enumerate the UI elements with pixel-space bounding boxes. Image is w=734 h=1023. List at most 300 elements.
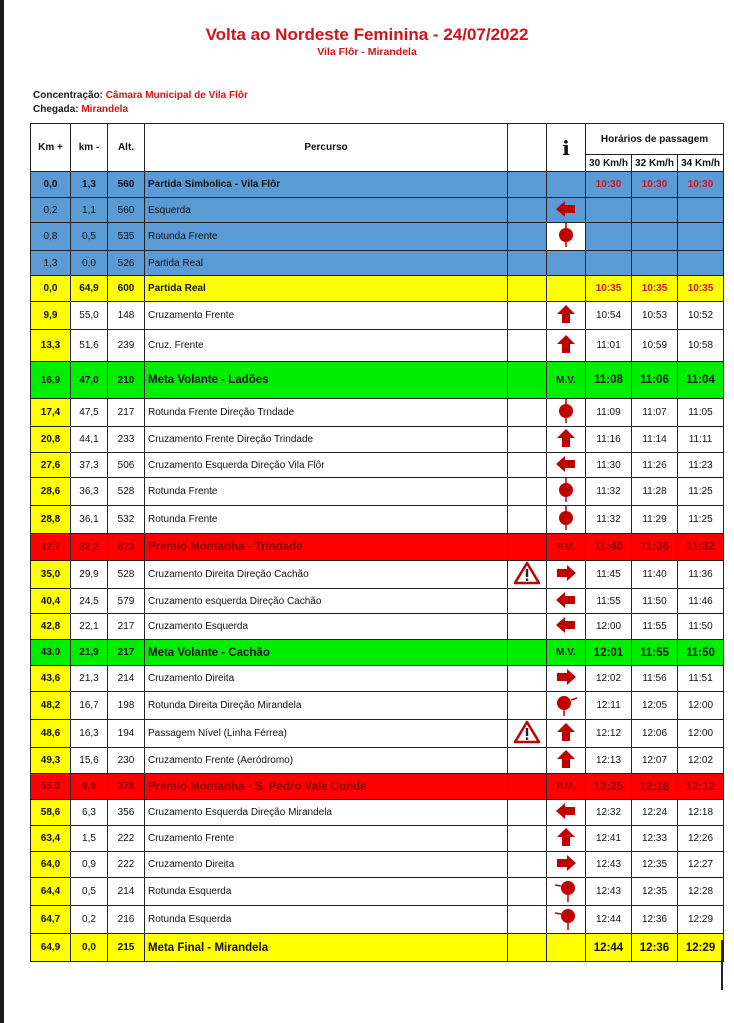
page-title: Volta ao Nordeste Feminina - 24/07/2022 <box>205 25 529 44</box>
percurso-cell: Meta Final - Mirandela <box>145 934 508 962</box>
direction-cell <box>547 223 586 251</box>
time-32-cell: 12:24 <box>632 800 678 826</box>
warning-cell <box>508 399 547 427</box>
time-30-cell <box>586 223 632 251</box>
km-plus-cell: 13,3 <box>31 330 71 362</box>
direction-cell <box>547 399 586 427</box>
concentracao-line <box>33 90 248 101</box>
time-34-cell: 11:25 <box>678 478 724 506</box>
percurso-cell: Esquerda <box>145 198 508 223</box>
arrow-left-icon <box>556 617 576 636</box>
info-icon <box>547 124 586 172</box>
time-30-cell: 12:41 <box>586 826 632 852</box>
alt-cell: 214 <box>108 666 145 692</box>
chegada-value: Mirandela <box>81 104 129 115</box>
time-30-cell: 11:45 <box>586 561 632 589</box>
direction-cell <box>547 453 586 478</box>
time-30-cell: 11:32 <box>586 506 632 534</box>
chegada-line <box>33 104 128 115</box>
time-30-cell: 10:35 <box>586 276 632 302</box>
warning-cell <box>508 330 547 362</box>
km-minus-cell: 51,6 <box>71 330 108 362</box>
km-minus-cell: 64,9 <box>71 276 108 302</box>
warning-cell <box>508 906 547 934</box>
km-minus-cell: 44,1 <box>71 427 108 453</box>
alt-cell: 230 <box>108 748 145 774</box>
km-minus-cell: 9,9 <box>71 774 108 800</box>
alt-cell: 198 <box>108 692 145 720</box>
table-row <box>31 774 724 800</box>
time-34-cell: 11:50 <box>678 640 724 666</box>
time-34-cell: 11:25 <box>678 506 724 534</box>
page-subtitle: Vila Flôr - Mirandela <box>317 46 417 58</box>
arrow-right-icon <box>556 669 576 688</box>
time-34-cell: 11:32 <box>678 534 724 561</box>
km-plus-cell: 32,7 <box>31 534 71 561</box>
arrow-up-icon <box>557 723 575 744</box>
time-32-cell: 12:33 <box>632 826 678 852</box>
alt-cell: 222 <box>108 852 145 878</box>
info-icon-glyph: i <box>562 135 570 160</box>
time-32-cell: 10:53 <box>632 302 678 330</box>
direction-cell <box>547 692 586 720</box>
time-30-cell: 11:55 <box>586 589 632 614</box>
warning-cell <box>508 172 547 198</box>
time-32-cell: 12:06 <box>632 720 678 748</box>
percurso-cell: Rotunda Frente Direção Trndade <box>145 399 508 427</box>
km-plus-cell: 20,8 <box>31 427 71 453</box>
km-plus-cell: 64,0 <box>31 852 71 878</box>
time-34-cell: 11:05 <box>678 399 724 427</box>
table-row <box>31 826 724 852</box>
percurso-cell: Cruzamento Direita Direção Cachão <box>145 561 508 589</box>
direction-cell <box>547 800 586 826</box>
km-plus-cell: 48,2 <box>31 692 71 720</box>
warning-cell <box>508 692 547 720</box>
arrow-left-icon <box>556 592 576 611</box>
time-32-cell: 11:40 <box>632 561 678 589</box>
route-table <box>30 123 724 962</box>
km-plus-cell: 9,9 <box>31 302 71 330</box>
km-plus-cell: 42,8 <box>31 614 71 640</box>
time-34-cell: 12:02 <box>678 748 724 774</box>
km-minus-cell: 16,3 <box>71 720 108 748</box>
time-32-cell: 11:56 <box>632 666 678 692</box>
warning-cell <box>508 640 547 666</box>
km-minus-cell: 36,1 <box>71 506 108 534</box>
arrow-up-icon <box>557 750 575 771</box>
time-32-cell: 10:59 <box>632 330 678 362</box>
table-row <box>31 800 724 826</box>
percurso-cell: Cruzamento esquerda Direção Cachão <box>145 589 508 614</box>
warning-cell <box>508 878 547 906</box>
table-row <box>31 399 724 427</box>
arrow-up-icon <box>557 335 575 356</box>
direction-cell <box>547 774 586 800</box>
col-speed-30: 30 Km/h <box>586 155 632 172</box>
time-30-cell: 12:43 <box>586 852 632 878</box>
warning-cell <box>508 800 547 826</box>
km-plus-cell: 28,8 <box>31 506 71 534</box>
percurso-cell: Cruzamento Frente Direção Trindade <box>145 427 508 453</box>
time-30-cell: 12:01 <box>586 640 632 666</box>
direction-cell <box>547 614 586 640</box>
km-minus-cell: 1,1 <box>71 198 108 223</box>
direction-cell <box>547 302 586 330</box>
direction-cell <box>547 934 586 962</box>
chegada-label: Chegada: <box>33 104 79 115</box>
time-34-cell: 12:00 <box>678 720 724 748</box>
direction-cell <box>547 878 586 906</box>
time-30-cell: 11:40 <box>586 534 632 561</box>
alt-cell: 217 <box>108 640 145 666</box>
arrow-left-icon <box>556 456 576 475</box>
km-plus-cell: 1,3 <box>31 251 71 276</box>
table-row <box>31 172 724 198</box>
percurso-cell: Cruzamento Frente <box>145 302 508 330</box>
table-row <box>31 614 724 640</box>
time-32-cell <box>632 223 678 251</box>
col-warning <box>508 124 547 172</box>
alt-cell: 535 <box>108 223 145 251</box>
time-32-cell: 11:36 <box>632 534 678 561</box>
km-minus-cell: 0,5 <box>71 223 108 251</box>
time-32-cell: 12:07 <box>632 748 678 774</box>
km-minus-cell: 21,3 <box>71 666 108 692</box>
col-speed-34: 34 Km/h <box>678 155 724 172</box>
table-row <box>31 251 724 276</box>
direction-cell <box>547 534 586 561</box>
left-edge-bar <box>0 0 4 1023</box>
percurso-cell: Partida Simbolica - Vila Flôr <box>145 172 508 198</box>
time-32-cell: 11:55 <box>632 640 678 666</box>
roundabout-left-icon <box>554 878 578 905</box>
time-30-cell: 11:16 <box>586 427 632 453</box>
km-minus-cell: 6,3 <box>71 800 108 826</box>
alt-cell: 506 <box>108 453 145 478</box>
warning-cell <box>508 614 547 640</box>
percurso-cell: Rotunda Esquerda <box>145 906 508 934</box>
km-plus-cell: 64,7 <box>31 906 71 934</box>
table-row <box>31 720 724 748</box>
time-32-cell: 11:14 <box>632 427 678 453</box>
alt-cell: 194 <box>108 720 145 748</box>
km-plus-cell: 40,4 <box>31 589 71 614</box>
warning-cell <box>508 561 547 589</box>
warning-cell <box>508 852 547 878</box>
time-30-cell: 12:11 <box>586 692 632 720</box>
table-row <box>31 561 724 589</box>
time-30-cell <box>586 251 632 276</box>
table-row <box>31 934 724 962</box>
roundabout-straight-icon <box>557 506 575 533</box>
table-row <box>31 878 724 906</box>
warning-cell <box>508 589 547 614</box>
direction-cell <box>547 906 586 934</box>
col-horarios: Horários de passagem <box>586 124 724 155</box>
time-32-cell: 11:50 <box>632 589 678 614</box>
alt-cell: 378 <box>108 774 145 800</box>
km-minus-cell: 1,3 <box>71 172 108 198</box>
percurso-cell: Rotunda Esquerda <box>145 878 508 906</box>
checkpoint-label: M.V. <box>556 647 576 658</box>
time-34-cell: 12:18 <box>678 800 724 826</box>
time-30-cell: 10:54 <box>586 302 632 330</box>
direction-cell <box>547 826 586 852</box>
time-34-cell <box>678 251 724 276</box>
km-plus-cell: 43,0 <box>31 640 71 666</box>
time-34-cell: 12:00 <box>678 692 724 720</box>
table-row <box>31 223 724 251</box>
warning-cell <box>508 427 547 453</box>
warning-cell <box>508 506 547 534</box>
table-row <box>31 478 724 506</box>
alt-cell: 214 <box>108 878 145 906</box>
km-plus-cell: 49,3 <box>31 748 71 774</box>
table-row <box>31 852 724 878</box>
warning-cell <box>508 720 547 748</box>
arrow-right-icon <box>556 565 576 584</box>
warning-cell <box>508 534 547 561</box>
km-minus-cell: 0,5 <box>71 878 108 906</box>
warning-cell <box>508 302 547 330</box>
percurso-cell: Cruzamento Esquerda Direção Mirandela <box>145 800 508 826</box>
direction-cell <box>547 478 586 506</box>
km-minus-cell: 24,5 <box>71 589 108 614</box>
km-plus-cell: 64,4 <box>31 878 71 906</box>
table-row <box>31 302 724 330</box>
alt-cell: 526 <box>108 251 145 276</box>
time-32-cell: 11:28 <box>632 478 678 506</box>
time-32-cell: 11:26 <box>632 453 678 478</box>
time-32-cell: 11:06 <box>632 362 678 399</box>
checkpoint-label: P.M. <box>556 781 576 792</box>
km-minus-cell: 1,5 <box>71 826 108 852</box>
time-34-cell <box>678 223 724 251</box>
checkpoint-label: P.M. <box>556 541 576 553</box>
col-speed-32: 32 Km/h <box>632 155 678 172</box>
table-row <box>31 692 724 720</box>
warning-icon <box>513 720 541 747</box>
col-alt: Alt. <box>108 124 145 172</box>
table-row <box>31 198 724 223</box>
alt-cell: 673 <box>108 534 145 561</box>
time-30-cell: 12:00 <box>586 614 632 640</box>
alt-cell: 560 <box>108 198 145 223</box>
direction-cell <box>547 172 586 198</box>
time-32-cell: 11:07 <box>632 399 678 427</box>
km-plus-cell: 35,0 <box>31 561 71 589</box>
percurso-cell: Cruz. Frente <box>145 330 508 362</box>
direction-cell <box>547 666 586 692</box>
time-34-cell: 12:27 <box>678 852 724 878</box>
direction-cell <box>547 640 586 666</box>
direction-cell <box>547 720 586 748</box>
table-row <box>31 534 724 561</box>
roundabout-right-icon <box>554 692 578 719</box>
time-32-cell: 11:55 <box>632 614 678 640</box>
alt-cell: 356 <box>108 800 145 826</box>
roundabout-left-icon <box>554 906 578 933</box>
percurso-cell: Rotunda Frente <box>145 506 508 534</box>
percurso-cell: Cruzamento Esquerda Direção Vila Flôr <box>145 453 508 478</box>
km-minus-cell: 0,0 <box>71 251 108 276</box>
time-34-cell: 12:12 <box>678 774 724 800</box>
concentracao-label: Concentração: <box>33 90 104 101</box>
km-minus-cell: 29,9 <box>71 561 108 589</box>
direction-cell <box>547 198 586 223</box>
alt-cell: 528 <box>108 478 145 506</box>
route-table-body <box>31 172 724 962</box>
direction-cell <box>547 276 586 302</box>
direction-cell <box>547 589 586 614</box>
table-right-border-tail <box>721 940 723 990</box>
alt-cell: 148 <box>108 302 145 330</box>
percurso-cell: Prémio Montanha - S. Pedro Vale Conde <box>145 774 508 800</box>
table-row <box>31 906 724 934</box>
table-row <box>31 276 724 302</box>
time-30-cell: 11:01 <box>586 330 632 362</box>
table-row <box>31 640 724 666</box>
percurso-cell: Partida Real <box>145 251 508 276</box>
alt-cell: 233 <box>108 427 145 453</box>
direction-cell <box>547 852 586 878</box>
time-32-cell: 12:05 <box>632 692 678 720</box>
percurso-cell: Cruzamento Esquerda <box>145 614 508 640</box>
km-plus-cell: 55,0 <box>31 774 71 800</box>
time-30-cell: 12:44 <box>586 934 632 962</box>
warning-cell <box>508 453 547 478</box>
alt-cell: 222 <box>108 826 145 852</box>
time-34-cell: 11:23 <box>678 453 724 478</box>
time-34-cell: 12:28 <box>678 878 724 906</box>
arrow-up-icon <box>557 828 575 849</box>
time-32-cell: 12:36 <box>632 906 678 934</box>
percurso-cell: Partida Real <box>145 276 508 302</box>
time-32-cell: 12:36 <box>632 934 678 962</box>
percurso-cell: Cruzamento Frente <box>145 826 508 852</box>
time-30-cell: 11:08 <box>586 362 632 399</box>
arrow-up-icon <box>557 429 575 450</box>
table-row <box>31 453 724 478</box>
alt-cell: 560 <box>108 172 145 198</box>
percurso-cell: Rotunda Frente <box>145 478 508 506</box>
time-34-cell: 11:11 <box>678 427 724 453</box>
direction-cell <box>547 427 586 453</box>
km-plus-cell: 64,9 <box>31 934 71 962</box>
roundabout-straight-icon <box>557 478 575 505</box>
table-row <box>31 589 724 614</box>
km-plus-cell: 17,4 <box>31 399 71 427</box>
direction-cell <box>547 362 586 399</box>
warning-cell <box>508 774 547 800</box>
percurso-cell: Cruzamento Direita <box>145 666 508 692</box>
km-plus-cell: 63,4 <box>31 826 71 852</box>
time-30-cell: 12:32 <box>586 800 632 826</box>
time-34-cell: 11:36 <box>678 561 724 589</box>
km-plus-cell: 0,8 <box>31 223 71 251</box>
km-plus-cell: 0,0 <box>31 276 71 302</box>
table-row <box>31 427 724 453</box>
percurso-cell: Cruzamento Frente (Aeródromo) <box>145 748 508 774</box>
concentracao-value: Câmara Municipal de Vila Flôr <box>105 90 248 101</box>
alt-cell: 600 <box>108 276 145 302</box>
km-plus-cell: 0,0 <box>31 172 71 198</box>
time-30-cell <box>586 198 632 223</box>
percurso-cell: Cruzamento Direita <box>145 852 508 878</box>
km-minus-cell: 15,6 <box>71 748 108 774</box>
time-30-cell: 12:25 <box>586 774 632 800</box>
table-row <box>31 748 724 774</box>
time-30-cell: 11:30 <box>586 453 632 478</box>
table-row <box>31 330 724 362</box>
percurso-cell: Rotunda Frente <box>145 223 508 251</box>
percurso-cell: Passagem Nível (Linha Férrea) <box>145 720 508 748</box>
km-minus-cell: 55,0 <box>71 302 108 330</box>
time-34-cell: 12:29 <box>678 906 724 934</box>
direction-cell <box>547 506 586 534</box>
time-30-cell: 12:02 <box>586 666 632 692</box>
time-32-cell: 10:30 <box>632 172 678 198</box>
alt-cell: 217 <box>108 399 145 427</box>
km-minus-cell: 32,2 <box>71 534 108 561</box>
km-minus-cell: 0,0 <box>71 934 108 962</box>
warning-cell <box>508 362 547 399</box>
arrow-left-icon <box>556 803 576 822</box>
arrow-right-icon <box>556 855 576 874</box>
percurso-cell: Meta Volante - Cachão <box>145 640 508 666</box>
warning-cell <box>508 934 547 962</box>
km-minus-cell: 47,0 <box>71 362 108 399</box>
time-32-cell: 12:35 <box>632 852 678 878</box>
km-minus-cell: 47,5 <box>71 399 108 427</box>
warning-cell <box>508 666 547 692</box>
alt-cell: 532 <box>108 506 145 534</box>
warning-cell <box>508 748 547 774</box>
time-34-cell: 10:52 <box>678 302 724 330</box>
time-32-cell: 11:29 <box>632 506 678 534</box>
warning-cell <box>508 826 547 852</box>
km-minus-cell: 22,1 <box>71 614 108 640</box>
km-minus-cell: 37,3 <box>71 453 108 478</box>
col-km-minus: km - <box>71 124 108 172</box>
col-percurso: Percurso <box>145 124 508 172</box>
time-30-cell: 12:43 <box>586 878 632 906</box>
warning-cell <box>508 251 547 276</box>
warning-cell <box>508 198 547 223</box>
warning-cell <box>508 478 547 506</box>
alt-cell: 528 <box>108 561 145 589</box>
km-plus-cell: 16,9 <box>31 362 71 399</box>
time-32-cell: 12:35 <box>632 878 678 906</box>
time-34-cell: 11:46 <box>678 589 724 614</box>
km-plus-cell: 28,6 <box>31 478 71 506</box>
km-plus-cell: 43,6 <box>31 666 71 692</box>
table-row <box>31 666 724 692</box>
checkpoint-label: M.V. <box>556 374 576 386</box>
time-32-cell: 12:18 <box>632 774 678 800</box>
direction-cell <box>547 330 586 362</box>
table-row <box>31 362 724 399</box>
alt-cell: 579 <box>108 589 145 614</box>
direction-cell <box>547 251 586 276</box>
roundabout-straight-icon <box>557 223 575 250</box>
km-minus-cell: 0,2 <box>71 906 108 934</box>
col-km-plus: Km + <box>31 124 71 172</box>
arrow-left-icon <box>556 201 576 220</box>
time-34-cell: 10:30 <box>678 172 724 198</box>
percurso-cell: Prémio Montanha - Trindade <box>145 534 508 561</box>
